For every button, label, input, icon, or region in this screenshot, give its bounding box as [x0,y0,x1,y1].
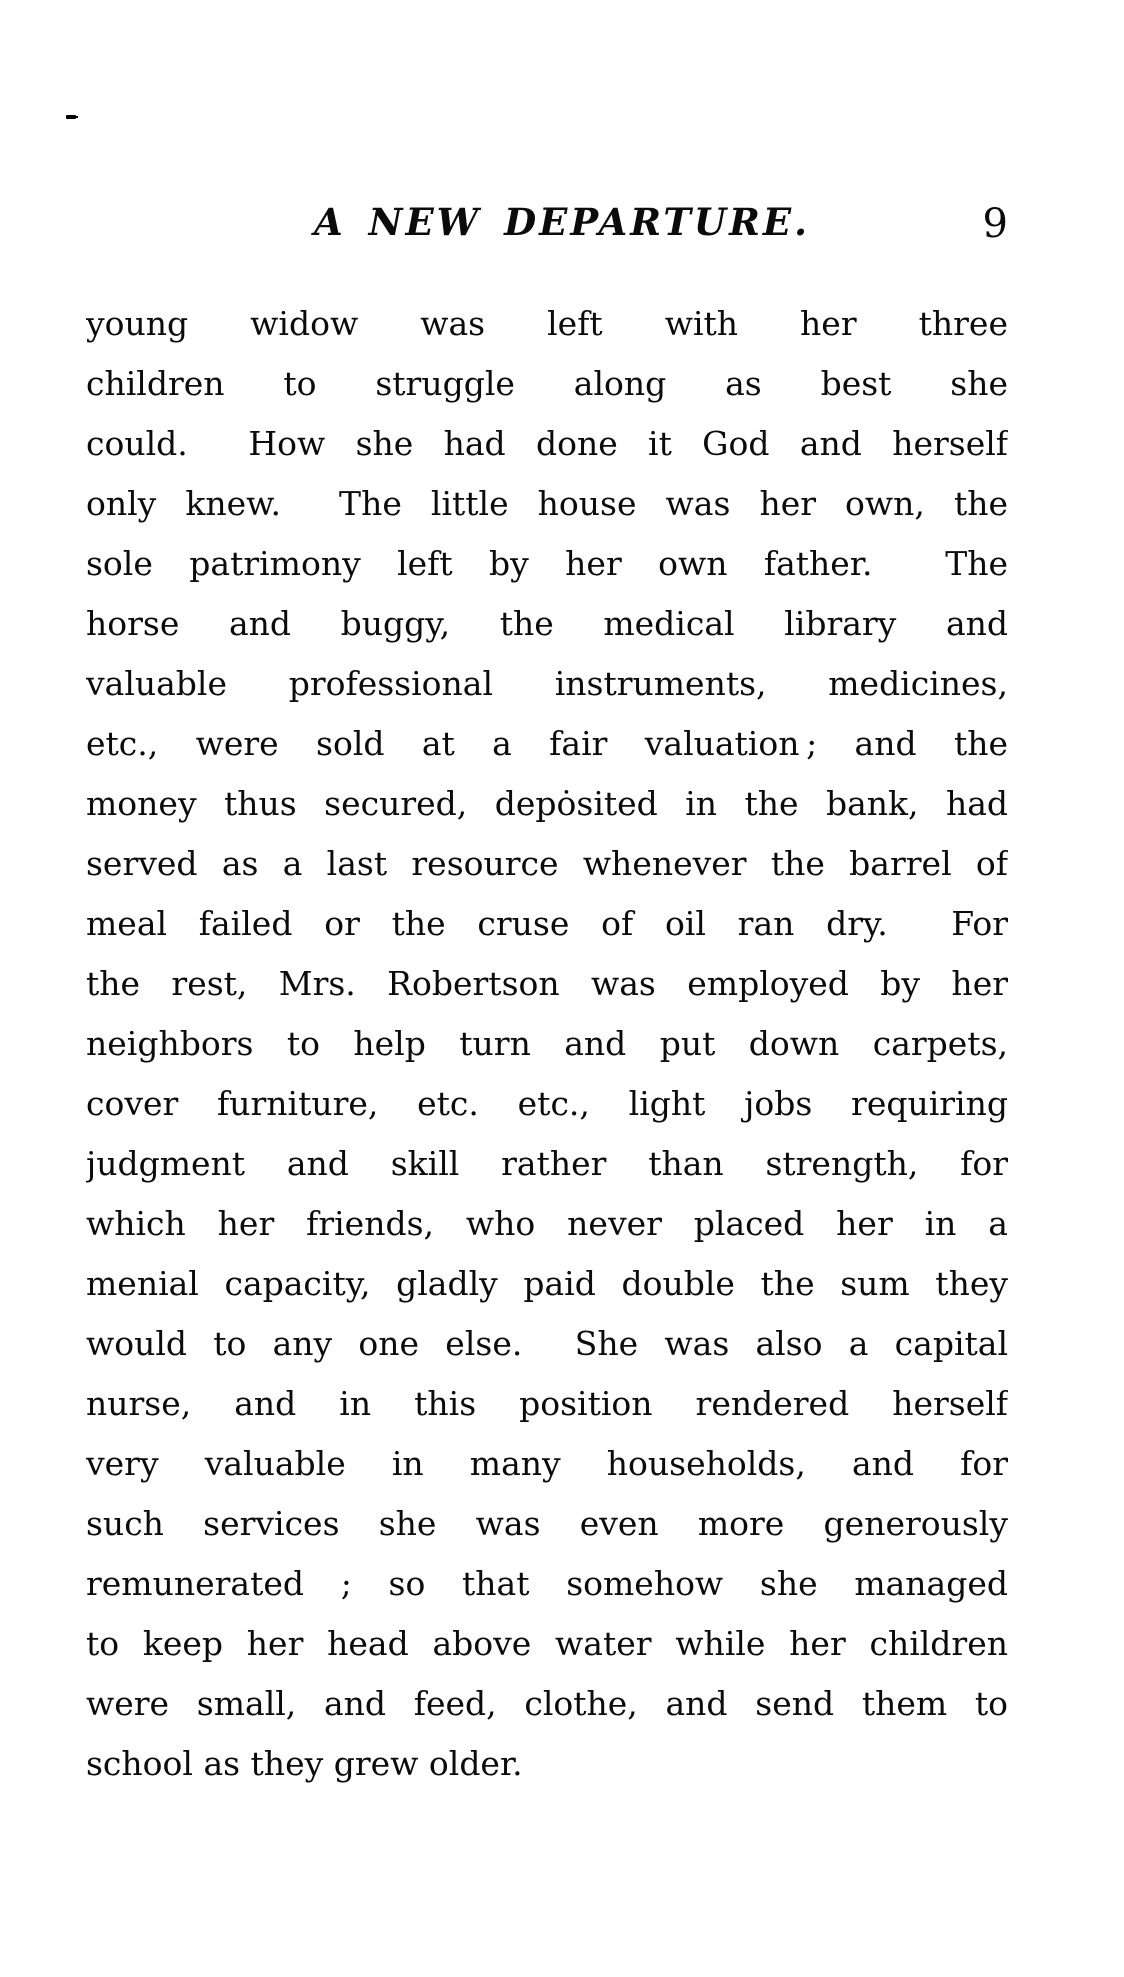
page-number: 9 [982,201,1008,247]
text-line: menial capacity, gladly paid double the sum they [86,1264,1008,1303]
text-line: only knew. The little house was her own, the [86,484,1008,523]
text-line: children to struggle along as best she [86,364,1008,403]
text-line: money thus secured, depȯsited in the bank, had [86,784,1008,823]
text-line: could. How she had done it God and herself [86,424,1008,463]
text-line: young widow was left with her three [86,304,1008,343]
text-line: were small, and feed, clothe, and send them to [86,1684,1008,1723]
body-text [86,294,1008,1794]
text-line: which her friends, who never placed her in a [86,1204,1008,1243]
text-line: very valuable in many households, and for [86,1444,1008,1483]
scan-artifact-dash [66,115,76,119]
text-line: school as they grew older. [86,1744,523,1783]
text-line: judgment and skill rather than strength, for [86,1144,1008,1183]
text-line: served as a last resource whenever the barrel of [86,844,1008,883]
text-line: the rest, Mrs. Robertson was employed by her [86,964,1008,1003]
text-line: meal failed or the cruse of oil ran dry. For [86,904,1008,943]
text-line: would to any one else. She was also a capital [86,1324,1008,1363]
text-line: etc., were sold at a fair valuation ; and the [86,724,1008,763]
text-line: sole patrimony left by her own father. The [86,544,1008,583]
text-line: valuable professional instruments, medicines, [86,664,1008,703]
text-line: remunerated ; so that somehow she managed [86,1564,1008,1603]
text-line: neighbors to help turn and put down carpets, [86,1024,1008,1063]
text-line: horse and buggy, the medical library and [86,604,1008,643]
text-line: to keep her head above water while her children [86,1624,1008,1663]
running-header [86,200,1008,252]
text-line: cover furniture, etc. etc., light jobs requiring [86,1084,1008,1123]
text-line: nurse, and in this position rendered herself [86,1384,1008,1423]
text-line: such services she was even more generously [86,1504,1008,1543]
running-title: A NEW DEPARTURE. [314,200,810,244]
